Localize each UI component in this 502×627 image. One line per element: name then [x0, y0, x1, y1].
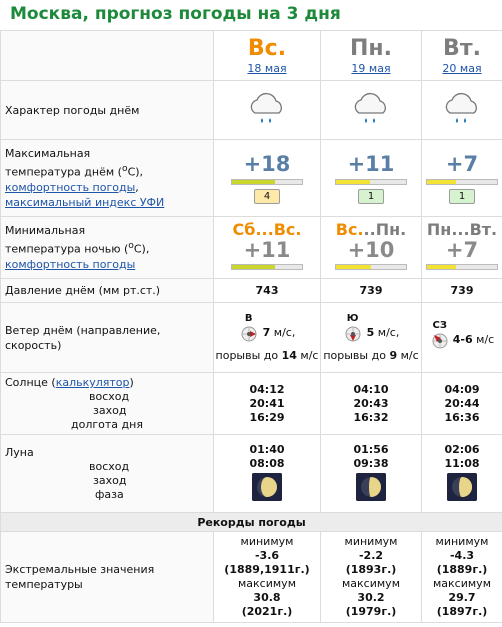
extremes-line2: температуры — [5, 578, 83, 591]
rain-cloud-icon — [440, 89, 484, 129]
weather-label: Характер погоды днём — [1, 81, 214, 140]
night-days — [422, 221, 502, 239]
record-max-value: 30.8 — [253, 591, 281, 604]
min-temp-value: +11 — [243, 238, 291, 262]
moon-row — [1, 435, 502, 513]
sunset-time: 20:43 — [353, 396, 389, 410]
pressure-value: 743 — [214, 279, 321, 303]
night-from: Вс. — [335, 220, 364, 239]
max-temp-value: +18 — [243, 152, 291, 176]
gust-label: порывы до — [215, 348, 279, 362]
pressure-label: Давление днём (мм рт.ст.) — [1, 279, 214, 303]
record-max-label: максимум — [238, 577, 296, 590]
wind-speed-line — [453, 320, 494, 347]
record-max-years: (2021г.) — [241, 605, 293, 618]
pressure-value: 739 — [321, 279, 422, 303]
forecast-table — [0, 30, 502, 623]
comfort-link[interactable]: комфортность погоды — [5, 257, 136, 271]
uvi-badge: 4 — [254, 189, 280, 204]
wind-compass-icon — [343, 324, 363, 344]
record-max-label: максимум — [342, 577, 400, 590]
sun-cell-0 — [214, 373, 321, 435]
sunrise-time: 04:09 — [444, 382, 480, 396]
comfort-bar — [335, 179, 407, 185]
night-sep: .. — [261, 220, 274, 239]
comfort-fill — [232, 180, 275, 184]
comfort-bar — [231, 179, 303, 185]
gust-value: 14 — [281, 348, 297, 362]
uvi-badge: 1 — [358, 189, 384, 204]
records-row — [1, 532, 502, 623]
day-column-1 — [321, 31, 422, 81]
daylength-label: долгота дня — [71, 418, 143, 431]
moon-label — [1, 435, 214, 513]
record-min-label: минимум — [435, 535, 489, 548]
wind-gust-line — [321, 348, 421, 363]
night-to: Пн. — [375, 220, 407, 239]
max-temp-value: +7 — [445, 152, 479, 176]
max-temp-cell-2 — [422, 140, 502, 217]
min-temp-cell-2 — [422, 217, 502, 279]
wind-dir-block — [430, 320, 450, 355]
night-to: Вт. — [469, 220, 498, 239]
wind-compass-icon — [239, 324, 259, 344]
sunset-time: 20:44 — [444, 396, 480, 410]
daylength-value: 16:32 — [353, 410, 389, 424]
comfort-fill — [232, 265, 275, 269]
min-label-line1: Минимальная — [5, 224, 86, 238]
wind-speed-line — [367, 313, 400, 340]
degree-sup: o — [121, 163, 128, 175]
night-days — [321, 221, 421, 239]
wind-top — [321, 313, 421, 348]
phase-label: фаза — [95, 488, 124, 501]
comfort-link[interactable]: комфортность погоды — [5, 180, 136, 194]
moonrise-time: 01:40 — [249, 442, 285, 456]
weather-row — [1, 81, 502, 140]
wind-dir-block — [239, 313, 259, 348]
day-column-2 — [422, 31, 502, 81]
record-min-value: -4.3 — [449, 549, 475, 562]
wind-label — [1, 303, 214, 373]
wind-speed-line — [263, 313, 296, 340]
sun-row — [1, 373, 502, 435]
record-min-years: (1889г.) — [436, 563, 488, 576]
min-temp-value: +7 — [445, 238, 479, 262]
night-to: Вс. — [273, 220, 302, 239]
comfort-bar — [335, 264, 407, 270]
day-name: Пн. — [350, 36, 392, 61]
night-sep: .. — [363, 220, 376, 239]
wind-cell-1 — [321, 303, 422, 373]
record-min-value: -3.6 — [254, 549, 280, 562]
extremes-label — [1, 532, 214, 623]
extremes-line1: Экстремальные значения — [5, 563, 155, 576]
rain-cloud-icon — [245, 89, 289, 129]
pressure-row — [1, 279, 502, 303]
wind-label-line1: Ветер днём (направление, — [5, 323, 161, 337]
gust-unit: м/с — [300, 348, 319, 362]
record-max-label: максимум — [433, 577, 491, 590]
moonset-time: 11:08 — [444, 456, 480, 470]
wind-top — [422, 320, 502, 355]
wind-speed: 4-6 — [452, 333, 473, 346]
weather-cell-1 — [321, 81, 422, 140]
daylength-value: 16:29 — [249, 410, 285, 424]
record-min-years: (1889,1911г.) — [224, 563, 310, 576]
record-max-years: (1979г.) — [345, 605, 397, 618]
wind-unit: м/с, — [273, 325, 296, 339]
sunrise-time: 04:12 — [249, 382, 285, 396]
sun-cell-1 — [321, 373, 422, 435]
night-from: Пн. — [426, 220, 458, 239]
wind-direction: Ю — [346, 312, 359, 324]
wind-cell-2 — [422, 303, 502, 373]
min-temp-row — [1, 217, 502, 279]
record-min-label: минимум — [344, 535, 398, 548]
day-date-link[interactable]: 20 мая — [442, 62, 482, 75]
night-sep: .. — [457, 220, 470, 239]
moon-cell-1 — [321, 435, 422, 513]
gust-value: 9 — [389, 348, 398, 362]
daylength-value: 16:36 — [444, 410, 480, 424]
moonrise-time: 02:06 — [444, 442, 480, 456]
weather-cell-0 — [214, 81, 321, 140]
moon-cell-0 — [214, 435, 321, 513]
moonrise-label: восход — [89, 460, 130, 473]
wind-dir-block — [343, 313, 363, 348]
sunrise-label: восход — [89, 390, 130, 403]
moon-phase-icon — [356, 473, 386, 501]
wind-gust-line — [214, 348, 320, 363]
record-min-value: -2.2 — [358, 549, 384, 562]
sunset-label: заход — [93, 404, 127, 417]
day-date-link[interactable]: 18 мая — [247, 62, 287, 75]
wind-direction: СЗ — [432, 320, 447, 331]
wind-top — [214, 313, 320, 348]
night-from: Сб. — [232, 220, 262, 239]
wind-label-line2: скорость) — [5, 338, 62, 352]
min-label-line2: температура ночью ( — [5, 242, 129, 256]
max-temp-cell-0 — [214, 140, 321, 217]
min-temp-cell-1 — [321, 217, 422, 279]
gust-label: порывы до — [323, 348, 386, 362]
max-temp-value: +11 — [347, 152, 395, 176]
records-header: Рекорды погоды — [1, 513, 502, 532]
comfort-bar — [426, 179, 498, 185]
max-temp-cell-1 — [321, 140, 422, 217]
wind-cell-0 — [214, 303, 321, 373]
min-temp-value: +10 — [347, 238, 395, 262]
weather-cell-2 — [422, 81, 502, 140]
sun-cell-2 — [422, 373, 502, 435]
comfort-fill — [336, 180, 370, 184]
header-empty-cell — [1, 31, 214, 81]
records-cell-0 — [214, 532, 321, 623]
moonset-time: 09:38 — [353, 456, 389, 470]
max-temp-row — [1, 140, 502, 217]
uvi-badge: 1 — [449, 189, 475, 204]
wind-compass-icon — [430, 331, 450, 351]
wind-unit: м/с — [476, 333, 495, 346]
night-days — [214, 221, 320, 239]
moon-title: Луна — [5, 446, 34, 459]
record-min-label: минимум — [240, 535, 294, 548]
min-temp-cell-0 — [214, 217, 321, 279]
moon-phase-icon — [447, 473, 477, 501]
moonset-time: 08:08 — [249, 456, 285, 470]
wind-speed: 5 — [366, 325, 375, 339]
comfort-fill — [336, 265, 371, 269]
max-label-line3: C), — [127, 165, 144, 179]
max-label-line2: температура днём ( — [5, 165, 122, 179]
max-temp-label: Максимальная температура днём ($^o$C), комфортность погоды, максимальный индекс УФИ — [1, 140, 214, 217]
min-label-line3: C), — [133, 242, 150, 256]
moon-cell-2 — [422, 435, 502, 513]
comfort-bar — [426, 264, 498, 270]
rain-cloud-icon — [349, 89, 393, 129]
uvi-link[interactable]: максимальный индекс УФИ — [5, 195, 165, 209]
day-name: Вт. — [443, 36, 481, 61]
day-name: Вс. — [247, 36, 287, 61]
sunrise-time: 04:10 — [353, 382, 389, 396]
comfort-bar — [231, 264, 303, 270]
comfort-fill — [427, 265, 456, 269]
sun-label — [1, 373, 214, 435]
pressure-value: 739 — [422, 279, 502, 303]
moonset-label: заход — [93, 474, 127, 487]
record-max-years: (1897г.) — [436, 605, 488, 618]
day-column-0 — [214, 31, 321, 81]
record-min-years: (1893г.) — [345, 563, 397, 576]
moonrise-time: 01:56 — [353, 442, 389, 456]
wind-unit: м/с, — [377, 325, 400, 339]
wind-speed: 7 — [262, 325, 271, 339]
sun-label-text: Солнце ( — [5, 376, 56, 389]
records-cell-2 — [422, 532, 502, 623]
gust-unit: м/с — [400, 348, 419, 362]
moon-phase-icon — [252, 473, 282, 501]
page-title: Москва, прогноз погоды на 3 дня — [10, 4, 341, 24]
records-header-row — [1, 513, 502, 532]
calculator-link[interactable]: калькулятор — [55, 376, 130, 389]
comfort-fill — [427, 180, 456, 184]
max-label-line1: Максимальная — [5, 147, 91, 161]
record-max-value: 30.2 — [357, 591, 385, 604]
sunset-time: 20:41 — [249, 396, 285, 410]
sun-title: Солнце (калькулятор) — [5, 376, 134, 389]
min-temp-label — [1, 217, 214, 279]
degree-sup: o — [128, 240, 134, 252]
day-date-link[interactable]: 19 мая — [351, 62, 391, 75]
wind-direction: В — [244, 312, 253, 324]
days-header-row — [1, 31, 502, 81]
wind-row — [1, 303, 502, 373]
records-cell-1 — [321, 532, 422, 623]
record-max-value: 29.7 — [448, 591, 476, 604]
